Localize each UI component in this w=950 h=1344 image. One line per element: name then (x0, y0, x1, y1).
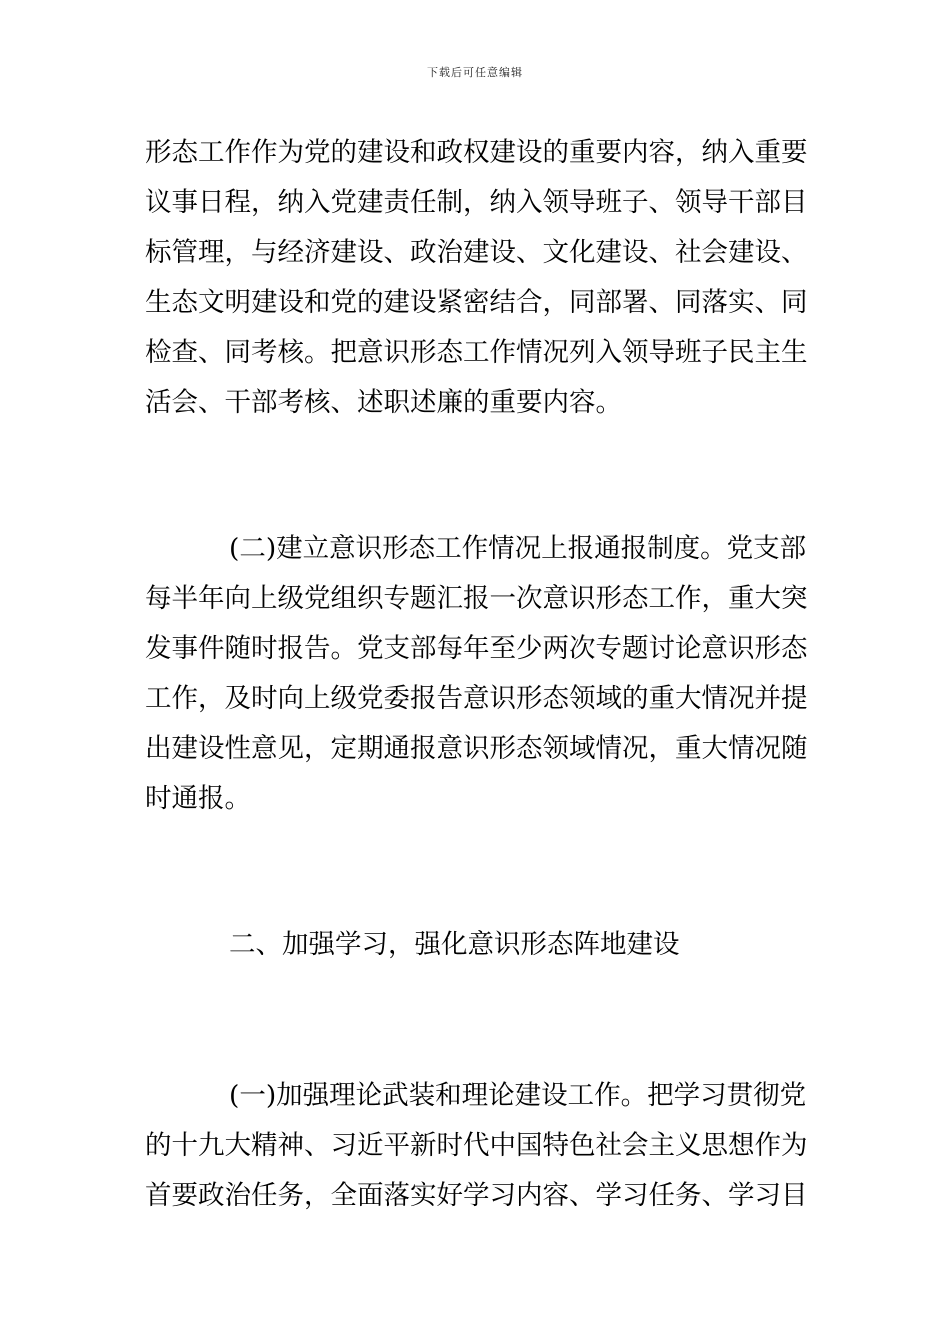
paragraph-line: 发事件随时报告。党支部每年至少两次专题讨论意识形态 (145, 633, 808, 664)
paragraph-line: 议事日程，纳入党建责任制，纳入领导班子、领导干部目 (145, 187, 808, 218)
page-header-note: 下载后可任意编辑 (427, 66, 523, 79)
paragraph-2 (145, 524, 808, 824)
paragraph-line: 每半年向上级党组织专题汇报一次意识形态工作，重大突 (145, 583, 808, 614)
paragraph-line: (二)建立意识形态工作情况上报通报制度。党支部 (229, 533, 807, 564)
paragraph-line: 生态文明建设和党的建设紧密结合，同部署、同落实、同 (145, 287, 808, 318)
paragraph-line: 出建设性意见，定期通报意识形态领域情况，重大情况随 (145, 733, 808, 764)
section-heading (145, 920, 805, 970)
paragraph-1 (145, 128, 808, 428)
paragraph-line: 标管理，与经济建设、政治建设、文化建设、社会建设、 (145, 237, 808, 268)
paragraph-line: (一)加强理论武装和理论建设工作。把学习贯彻党 (229, 1080, 807, 1111)
paragraph-line: 活会、干部考核、述职述廉的重要内容。 (145, 387, 622, 418)
paragraph-line: 检查、同考核。把意识形态工作情况列入领导班子民主生 (145, 337, 808, 368)
paragraph-line: 时通报。 (145, 783, 251, 814)
paragraph-line: 工作，及时向上级党委报告意识形态领域的重大情况并提 (145, 683, 808, 714)
section-heading-text: 二、加强学习，强化意识形态阵地建设 (229, 929, 680, 960)
paragraph-3 (145, 1071, 808, 1221)
paragraph-line: 首要政治任务，全面落实好学习内容、学习任务、学习目 (145, 1180, 808, 1211)
paragraph-line: 的十九大精神、习近平新时代中国特色社会主义思想作为 (145, 1130, 808, 1161)
paragraph-line: 形态工作作为党的建设和政权建设的重要内容，纳入重要 (145, 137, 808, 168)
